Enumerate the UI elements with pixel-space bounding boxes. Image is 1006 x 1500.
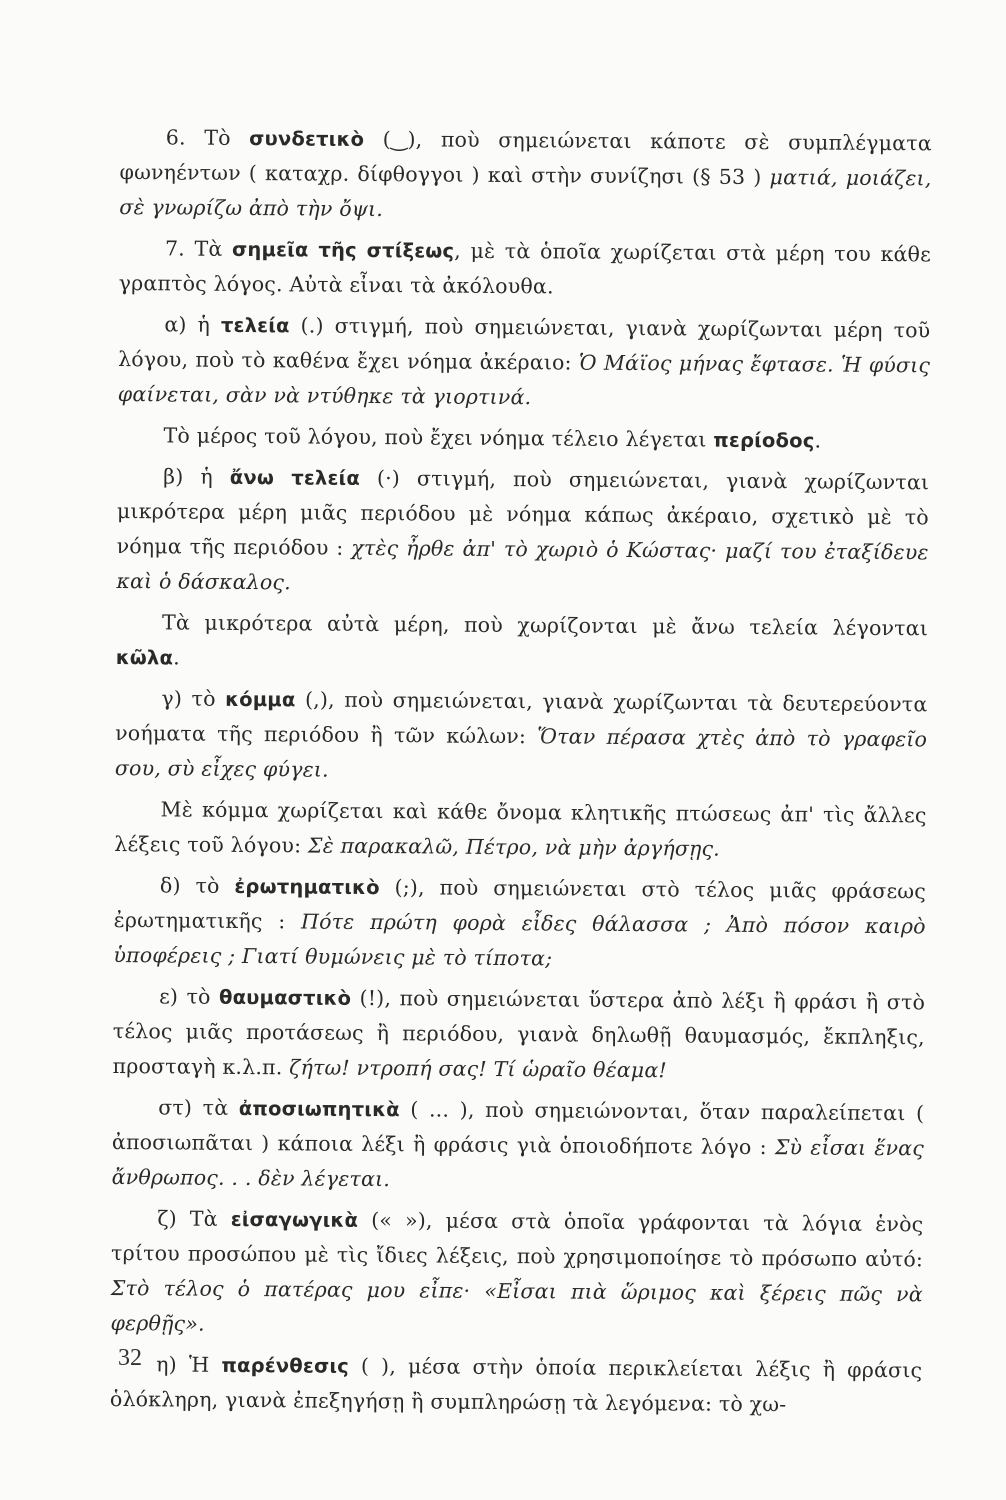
bold-term: παρένθεσις <box>221 1353 350 1378</box>
paragraph-pz <box>110 1201 923 1347</box>
text-run: ζ) Τὰ <box>157 1206 231 1231</box>
paragraph-pb <box>116 459 929 605</box>
italic-example: Ὁ Μάϊος μήνας ἔφτασε. Ἡ φύσις φαίνεται, σὰν νὰ ντύθηκε τὰ γιορτινά. <box>117 350 931 410</box>
bold-term: σημεῖα τῆς στίξεως <box>231 237 455 263</box>
text-run: δ) τὸ <box>159 873 235 898</box>
paragraph-pa <box>118 307 931 418</box>
bold-term: εἰσαγωγικὰ <box>230 1207 359 1232</box>
text-run: . <box>814 428 822 453</box>
italic-example: Σὺ εἶσαι ἕνας ἄνθρωπος. . . δὲν λέγεται. <box>111 1135 925 1192</box>
paragraph-pe <box>112 979 925 1090</box>
paragraph-pd <box>113 868 926 979</box>
bold-term: ἀποσιωπητικὰ <box>238 1096 400 1122</box>
text-run: ( ... ), ποὺ σημειώνονται, ὅταν παραλείπεται ( ἀποσιωπᾶται ) κάποια λέξι ἢ φράσις γιὰ ὁποιοδήποτε λόγο : <box>111 1097 925 1160</box>
text-run: (·) στιγμή, ποὺ σημειώνεται, γιανὰ χωρίζωνται μικρότερα μέρη μιᾶς περιόδου μὲ νόημα κάπως ἀκέραιο, σχετικὸ μὲ τὸ νόημα τῆς περιόδου : <box>116 465 930 560</box>
text-run: (‿), ποὺ σημειώνεται κάποτε σὲ συμπλέγματα φωνηέντων ( καταχρ. δίφθογγοι ) καὶ στὴν συνίζησι (§ 53 ) <box>119 126 932 190</box>
paragraph-p6 <box>119 120 932 231</box>
text-run: ε) τὸ <box>159 984 220 1009</box>
bold-term: θαυμαστικὸ <box>218 985 352 1010</box>
text-run: Μὲ κόμμα χωρίζεται καὶ κάθε ὄνομα κλητικῆς πτώσεως ἀπ' τὶς ἄλλες λέξεις τοῦ λόγου: <box>114 797 927 858</box>
text-run: 7. Τὰ <box>164 236 233 261</box>
text-run: . <box>173 645 180 670</box>
italic-example: Ὅταν πέρασα χτὲς ἀπὸ τὸ γραφεῖο σου, σὺ εἶχες φύγει. <box>114 724 928 782</box>
page-body <box>110 120 932 1429</box>
text-run: (!), ποὺ σημειώνεται ὕστερα ἀπὸ λέξι ἢ φράσι ἢ στὸ τέλος μιᾶς προτάσεως ἢ περιόδου, γιανὰ δηλωθῇ θαυμασμός, ἔκπληξις, προσταγὴ κ.λ.π. <box>112 985 926 1080</box>
paragraph-p7 <box>119 231 932 307</box>
paragraph-pst <box>112 1090 925 1201</box>
text-run: ( ), μέσα στὴν ὁποία περικλείεται λέξις ἢ φράσις ὁλόκληρη, γιανὰ ἐπεξηγήσῃ ἢ συμπληρώσῃ τὰ λεγόμενα: τὸ χω- <box>109 1353 923 1417</box>
text-run: η) Ἡ <box>156 1352 222 1377</box>
text-run: (« »), μέσα στὰ ὁποῖα γράφονται τὰ λόγια ἑνὸς τρίτου προσώπου μὲ τὶς ἴδιες λέξεις, ποὺ χρησιμοποίησε τὸ πρόσωπο αὐτό: <box>111 1207 924 1272</box>
text-run: (.) στιγμή, ποὺ σημειώνεται, γιανὰ χωρίζωνται μέρη τοῦ λόγου, ποὺ τὸ καθένα ἔχει νόημα ἀκέραιο: <box>118 313 931 375</box>
page-number: 32 <box>118 1345 142 1371</box>
text-run: γ) τὸ <box>161 686 226 711</box>
paragraph-pa2 <box>117 418 929 459</box>
bold-term: ἐρωτηματικὸ <box>234 874 380 900</box>
text-run: α) ἡ <box>164 312 222 337</box>
text-run: στ) τὰ <box>158 1095 239 1120</box>
italic-example: Σὲ παρακαλῶ, Πέτρο, νὰ μὴν ἀργήσῃς. <box>307 833 721 861</box>
bold-term: συνδετικὸ <box>249 127 365 151</box>
bold-term: περίοδος <box>713 428 815 453</box>
paragraph-pb2 <box>116 605 929 681</box>
italic-example: ζήτω! ντροπή σας! Τί ὡραῖο θέαμα! <box>289 1055 667 1083</box>
text-run: Τὰ μικρότερα αὐτὰ μέρη, ποὺ χωρίζονται μὲ ἄνω τελεία λέγονται <box>161 610 929 641</box>
text-run: 6. Τὸ <box>165 125 250 151</box>
italic-example: Στὸ τέλος ὁ πατέρας μου εἶπε· «Εἶσαι πιὰ ὥριμος καὶ ξέρεις πῶς νὰ φερθῇς». <box>110 1275 923 1336</box>
paragraph-pc <box>115 681 928 792</box>
italic-example: ματιά, μοιάζει, σὲ γνωρίζω ἀπὸ τὴν ὄψι. <box>119 165 932 222</box>
bold-term: κόμμα <box>225 687 296 712</box>
text-run: (;), ποὺ σημειώνεται στὸ τέλος μιᾶς φράσεως ἐρωτηματικῆς : <box>113 875 927 934</box>
bold-term: ἄνω τελεία <box>229 465 361 490</box>
text-run: Τὸ μέρος τοῦ λόγου, ποὺ ἔχει νόημα τέλειο λέγεται <box>163 423 714 452</box>
bold-term: κῶλα <box>115 645 174 670</box>
bold-term: τελεία <box>220 313 290 338</box>
text-run: β) ἡ <box>163 464 230 489</box>
paragraph-ph <box>110 1347 923 1423</box>
italic-example: Πότε πρώτη φορὰ εἶδες θάλασσα ; Ἀπὸ πόσον καιρὸ ὑποφέρεις ; Γιατί θυμώνεις μὲ τὸ τίποτα; <box>113 909 926 971</box>
text-run: (,), ποὺ σημειώνεται, γιανὰ χωρίζωνται τὰ δευτερεύοντα νοήματα τῆς περιόδου ἢ τῶν κώλων: <box>115 687 928 749</box>
italic-example: χτὲς ἦρθε ἀπ' τὸ χωριὸ ὁ Κώστας· μαζί του ἐταξίδευε καὶ ὁ δάσκαλος. <box>116 535 929 595</box>
paragraph-pc2 <box>114 792 927 868</box>
text-run: , μὲ τὰ ὁποῖα χωρίζεται στὰ μέρη του κάθε γραπτὸς λόγος. Αὐτὰ εἶναι τὰ ἀκόλουθα. <box>118 238 932 299</box>
